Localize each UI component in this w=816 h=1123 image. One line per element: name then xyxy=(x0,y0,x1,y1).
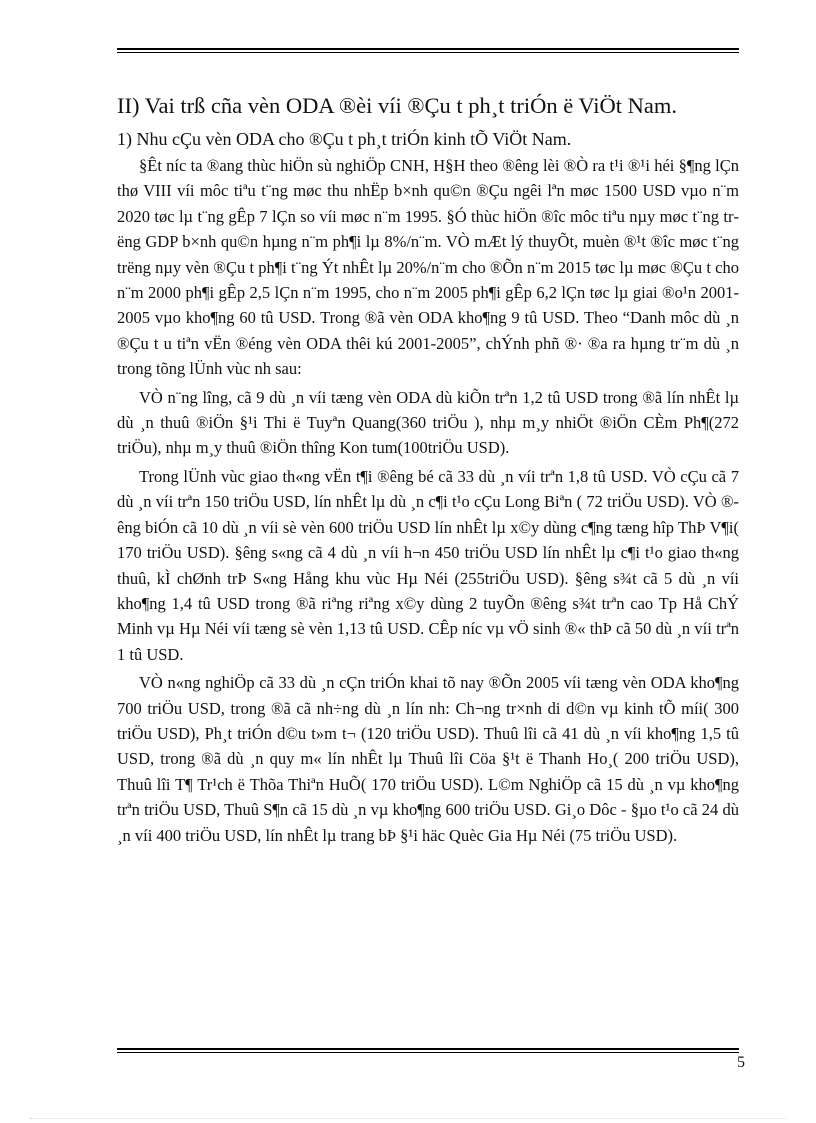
section-heading: II) Vai trß cña vèn ODA ®èi víi ®Çu t ph¸t triÓn ë ViÖt Nam. xyxy=(117,93,678,118)
header-rule xyxy=(117,48,739,53)
page-body xyxy=(117,90,739,848)
footer-rule xyxy=(117,1048,739,1053)
paragraph-4: VÒ n«ng nghiÖp cã 33 dù ¸n cÇn triÓn khai tõ nay ®Õn 2005 víi tæng vèn ODA kho¶ng 700 triÖu USD, trong ®ã cã nh÷ng dù ¸n lín nh: Ch¬ng tr×nh di d©n vµ kinh tÕ míi( 300 triÖu USD), Ph¸t triÓn d©u t»m t¬ (120 triÖu USD). Thuû lîi cã 41 dù ¸n víi kho¶ng 1,5 tû USD, trong ®ã dù ¸n quy m« lín nhÊt lµ Thuû lîi Cöa §¹t ë Thanh Ho¸( 200 triÖu USD), Thuû lîi T¶ Tr¹ch ë Thõa Thiªn HuÕ( 170 triÖu USD). L©m NghiÖp cã 15 dù ¸n vµ kho¶ng trªn triÖu USD, Thuû S¶n cã 15 dù ¸n vµ kho¶ng 600 triÖu USD. Gi¸o Dôc - §µo t¹o cã 24 dù ¸n víi 400 triÖu USD, lín nhÊt lµ trang bÞ §¹i häc Quèc Gia Hµ Néi (75 triÖu USD). xyxy=(117,673,739,845)
paragraph-1: §Êt níc ta ®ang thùc hiÖn sù nghiÖp CNH, H§H theo ®êng lèi ®Ò ra t¹i ®¹i héi §¶ng lÇn thø VIII víi môc tiªu t¨ng møc thu nhËp b×nh qu©n ®Çu ngêi lªn møc 1500 USD vµo n¨m 2020 tøc lµ t¨ng gÊp 7 lÇn so víi møc n¨m 1995. §Ó thùc hiÖn ®îc môc tiªu nµy møc t¨ng trëng GDP b×nh qu©n hµng n¨m ph¶i lµ 8%/n¨m. VÒ mÆt lý thuyÕt, muèn ®¹t ®îc møc t¨ng trëng nµy vèn ®Çu t ph¶i t¨ng Ýt nhÊt lµ 20%/n¨m cho ®Õn n¨m 2015 tøc lµ møc ®Çu t cho n¨m 2000 ph¶i gÊp 2,5 lÇn n¨m 1995, cho n¨m 2005 ph¶i gÊp 6,2 lÇn tøc lµ giai ®o¹n 2001- 2005 vµo kho¶ng 60 tû USD. Trong ®ã vèn ODA kho¶ng 9 tû USD. Theo “Danh môc dù ¸n ®Çu t u tiªn vËn ®éng vèn ODA thêi kú 2001-2005”, chÝnh phñ ®· ®a ra hµng tr¨m dù ¸n trong tõng lÜnh vùc nh sau: xyxy=(117,156,739,379)
page-edge-divider xyxy=(30,1118,786,1119)
page-number: 5 xyxy=(737,1054,745,1071)
subheading: 1) Nhu cÇu vèn ODA cho ®Çu t ph¸t triÓn kinh tÕ ViÖt Nam. xyxy=(117,129,572,149)
paragraph-3: Trong lÜnh vùc giao th«ng vËn t¶i ®êng bé cã 33 dù ¸n víi trªn 1,8 tû USD. VÒ cÇu cã 7 dù ¸n víi trªn 150 triÖu USD, lín nhÊt lµ dù ¸n c¶i t¹o cÇu Long Biªn ( 72 triÖu USD). VÒ ®êng biÓn cã 10 dù ¸n víi sè vèn 600 triÖu USD lín nhÊt lµ x©y dùng c¶ng tæng hîp ThÞ V¶i( 170 triÖu USD). §êng s«ng cã 4 dù ¸n víi h¬n 450 triÖu USD lín nhÊt lµ c¶i t¹o giao th«ng thuû, kÌ chØnh trÞ S«ng Hång khu vùc Hµ Néi (255triÖu USD). §êng s¾t cã 5 dù ¸n víi kho¶ng 1,4 tû USD trong ®ã riªng riªng x©y dùng 2 tuyÕn ®êng s¾t trªn cao Tp Hå ChÝ Minh vµ Hµ Néi víi tæng sè vèn 1,13 tû USD. CÊp níc vµ vÖ sinh ®« thÞ cã 50 dù ¸n víi trªn 1 tû USD. xyxy=(117,466,739,664)
paragraph-2: VÒ n¨ng lîng, cã 9 dù ¸n víi tæng vèn ODA dù kiÕn trªn 1,2 tû USD trong ®ã lín nhÊt lµ dù ¸n thuû ®iÖn §¹i Thi ë Tuyªn Quang(360 triÖu ), nhµ m¸y nhiÖt ®iÖn CÈm Ph¶(272 triÖu), nhµ m¸y thuû ®iÖn thîng Kon tum(100triÖu USD). xyxy=(117,387,739,458)
